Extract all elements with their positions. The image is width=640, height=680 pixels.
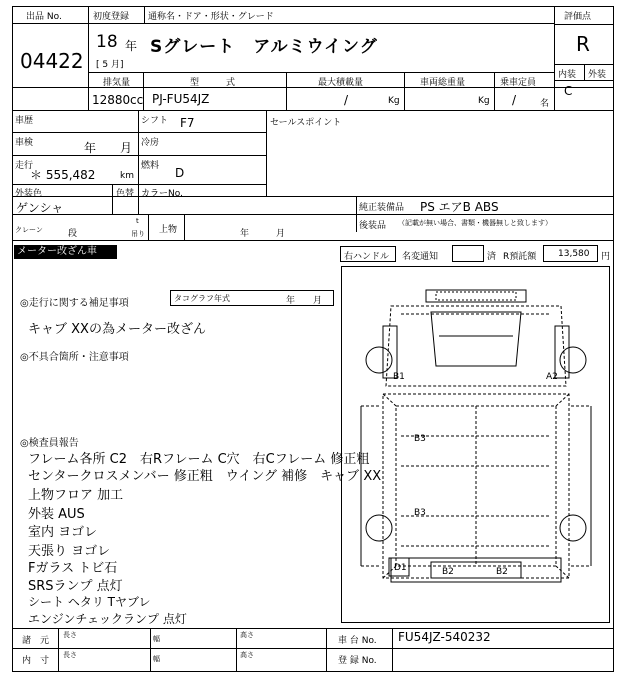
aftermarket-label: 後装品: [359, 221, 387, 231]
color-label: 外装色: [15, 189, 43, 199]
car-name: Sグレート アルミウイング: [150, 37, 378, 57]
mark-b3-mid: B3: [414, 508, 426, 518]
inspector-label: ◎検査員報告: [20, 438, 79, 449]
capacity-unit: 名: [540, 99, 550, 109]
interior-label: 内装: [558, 70, 577, 80]
gross-weight-label: 車両総重量: [420, 78, 466, 88]
history-label: 車歴: [15, 116, 34, 126]
exterior-label: 外装: [588, 70, 607, 80]
lot-label: 出品 No.: [26, 12, 62, 22]
mark-b2-left: B2: [442, 567, 454, 577]
interior-grade: C: [564, 84, 573, 98]
inspector-line: Fガラス トビ石: [28, 561, 118, 576]
first-reg-label: 初度登録: [93, 12, 130, 22]
inspector-line: 外装 AUS: [28, 507, 85, 522]
height-label: 高さ: [240, 631, 254, 639]
width-label-2: 幅: [153, 655, 160, 663]
reg-month: [ 5 月]: [96, 60, 124, 70]
driving-note: キャブ XXの為メーター改ざん: [28, 322, 206, 337]
mark-d1: D1: [394, 563, 407, 573]
capacity-label: 乗車定員: [500, 78, 537, 88]
name-change-box: [452, 245, 484, 262]
shift-value: F7: [180, 116, 195, 130]
chassis-number: FU54JZ-540232: [398, 630, 491, 644]
ac-label: 冷房: [141, 138, 160, 148]
sales-point-label: セールスポイント: [270, 118, 342, 128]
chassis-label: 車 台 No.: [338, 636, 377, 646]
crane-tsuri: 吊り: [131, 230, 145, 238]
meter-tampered-badge: メーター改ざん車: [14, 245, 117, 259]
crane-t: t: [136, 217, 139, 225]
model-value: PJ-FU54JZ: [152, 92, 210, 106]
name-change-label: 名変通知: [402, 252, 439, 262]
aftermarket-note: （記載が無い場合、書類・機器無しと致します）: [398, 219, 552, 227]
inspector-line: シート ヘタリ Tヤブレ: [28, 595, 151, 609]
fuel-label: 燃料: [141, 161, 160, 171]
displacement-label: 排気量: [103, 78, 131, 88]
length-label-2: 長さ: [63, 651, 77, 659]
lot-number: 04422: [20, 49, 84, 73]
fuel-value: D: [175, 166, 185, 180]
color-no-label: 色替: [116, 189, 135, 199]
inspector-line: エンジンチェックランプ 点灯: [28, 612, 187, 626]
mileage-unit: km: [120, 171, 134, 181]
mileage-label: 走行: [15, 161, 34, 171]
recycle-unit: 円: [601, 252, 611, 262]
color-code-label: カラーNo.: [141, 189, 183, 199]
overall-grade: R: [576, 32, 590, 56]
reg-year: 18: [96, 32, 118, 52]
gross-weight-unit: Kg: [478, 96, 490, 106]
inspector-line: 上物フロア 加工: [28, 488, 124, 503]
shift-label: シフト: [141, 116, 169, 126]
reg-year-unit: 年: [125, 39, 138, 53]
mark-a2: A2: [546, 372, 558, 382]
recycle-prefix: 済: [487, 252, 497, 262]
crane-value: 段: [68, 229, 78, 239]
max-load-unit: Kg: [388, 96, 400, 106]
color-value: ゲンシャ: [16, 201, 64, 215]
tachograph-value: 年 月: [286, 296, 323, 306]
upper-value: 年 月: [240, 229, 286, 239]
mark-b1: B1: [393, 372, 405, 382]
capacity-value: /: [512, 93, 517, 107]
inspection-value: 年 月: [84, 141, 133, 155]
interior-dims-label: 内 寸: [22, 656, 50, 666]
crane-label: クレーン: [15, 226, 43, 234]
displacement-unit: cc: [130, 93, 144, 107]
inspector-line: 室内 ヨゴレ: [28, 525, 98, 540]
inspection-label: 車検: [15, 138, 34, 148]
upper-label: 上物: [159, 225, 178, 235]
inspector-line: SRSランプ 点灯: [28, 579, 123, 594]
driving-label: ◎走行に関する補足事項: [20, 298, 129, 309]
defects-label: ◎不具合箇所・注意事項: [20, 352, 129, 363]
reg-no-label: 登 録 No.: [338, 656, 377, 666]
length-label: 長さ: [63, 631, 77, 639]
tachograph-label: タコグラフ年式: [174, 294, 230, 303]
dims-label: 諸 元: [22, 636, 50, 646]
height-label-2: 高さ: [240, 651, 254, 659]
mileage-value: ＊ 555,482: [30, 168, 96, 182]
recycle-amount: 13,580: [558, 249, 590, 259]
max-load-label: 最大積載量: [318, 78, 364, 88]
model-label: 型 式: [190, 78, 236, 88]
equipment-value: PS エアB ABS: [420, 200, 499, 214]
truck-diagram: [341, 266, 610, 623]
inspector-line: センタークロスメンバー 修正粗 ウイング 補修 キャブ XX: [28, 469, 382, 484]
grade-label: 評価点: [564, 12, 592, 22]
displacement-value: 12880: [92, 93, 131, 107]
mark-b3-top: B3: [414, 434, 426, 444]
mark-b2-right: B2: [496, 567, 508, 577]
right-handle-label: 右ハンドル: [344, 252, 390, 262]
equipment-label: 純正装備品: [359, 203, 405, 213]
inspector-line: フレーム各所 C2 右Rフレーム C穴 右Cフレーム 修正粗: [28, 452, 370, 467]
width-label: 幅: [153, 635, 160, 643]
name-label: 通称名・ドア・形状・グレード: [148, 12, 274, 22]
max-load-value: /: [344, 93, 349, 107]
recycle-label: R預託額: [503, 252, 537, 262]
inspector-line: 天張り ヨゴレ: [28, 544, 111, 559]
